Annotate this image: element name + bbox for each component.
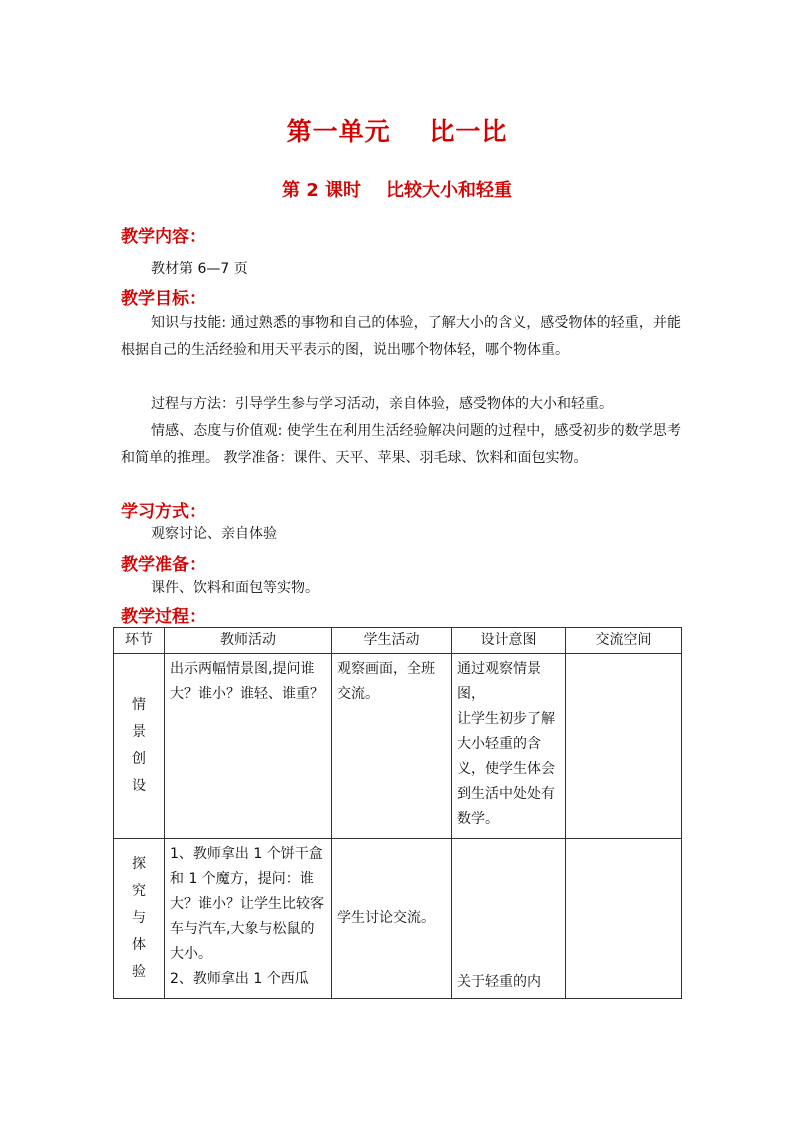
goal-knowledge: 知识与技能: 通过熟悉的事物和自己的体验，了解大小的含义，感受物体的轻重，并能根据自己的生活经验和用天平表示的图，说出哪个物体轻，哪个物体重。 bbox=[121, 315, 681, 358]
prep-text: 课件、饮料和面包等实物。 bbox=[151, 580, 319, 596]
lesson-subtitle: 第 2 课时 比较大小和轻重 bbox=[281, 180, 513, 201]
student-activity: 观察画面，全班交流。 bbox=[332, 654, 452, 839]
teaching-process-table bbox=[113, 627, 682, 999]
design-intent-text: 关于轻重的内 bbox=[457, 974, 541, 990]
table-header-row bbox=[114, 628, 682, 654]
heading-content: 教学内容： bbox=[121, 227, 206, 247]
stage-cell bbox=[114, 839, 165, 999]
design-intent bbox=[452, 839, 566, 999]
unit-title: 第一单元 比一比 bbox=[286, 117, 508, 146]
student-activity bbox=[332, 839, 452, 999]
method-text: 观察讨论、亲自体验 bbox=[151, 526, 277, 542]
header-teacher: 教师活动 bbox=[165, 628, 332, 654]
table-row bbox=[114, 839, 682, 999]
header-student: 学生活动 bbox=[332, 628, 452, 654]
table-row bbox=[114, 654, 682, 839]
heading-method: 学习方式： bbox=[121, 502, 206, 522]
content-text: 教材第 6—7 页 bbox=[151, 261, 248, 277]
teacher-activity: 出示两幅情景图,提问谁大？谁小？谁轻、谁重？ bbox=[165, 654, 332, 839]
exchange-space bbox=[566, 654, 682, 839]
header-stage: 环节 bbox=[114, 628, 165, 654]
stage-label: 情景创设 bbox=[132, 697, 146, 794]
student-activity-text: 学生讨论交流。 bbox=[337, 910, 435, 926]
teacher-activity: 1、教师拿出 1 个饼干盒和 1 个魔方，提问：谁大？谁小？让学生比较客车与汽车,大象与松鼠的大小。 2、教师拿出 1 个西瓜 bbox=[165, 839, 332, 999]
stage-cell bbox=[114, 654, 165, 839]
header-space: 交流空间 bbox=[566, 628, 682, 654]
heading-process: 教学过程： bbox=[121, 607, 206, 627]
header-intent: 设计意图 bbox=[452, 628, 566, 654]
heading-prep: 教学准备： bbox=[121, 555, 206, 575]
goal-process: 过程与方法：引导学生参与学习活动，亲自体验，感受物体的大小和轻重。 bbox=[151, 396, 613, 412]
design-intent: 通过观察情景图， 让学生初步了解大小轻重的含义，使学生体会到生活中处处有数学。 bbox=[452, 654, 566, 839]
heading-goals: 教学目标： bbox=[121, 289, 206, 309]
goal-emotion: 情感、态度与价值观: 使学生在利用生活经验解决问题的过程中，感受初步的数学思考和简单的推理。 教学准备：课件、天平、苹果、羽毛球、饮料和面包实物。 bbox=[121, 423, 681, 466]
exchange-space bbox=[566, 839, 682, 999]
stage-label: 探究与体验 bbox=[132, 856, 146, 980]
